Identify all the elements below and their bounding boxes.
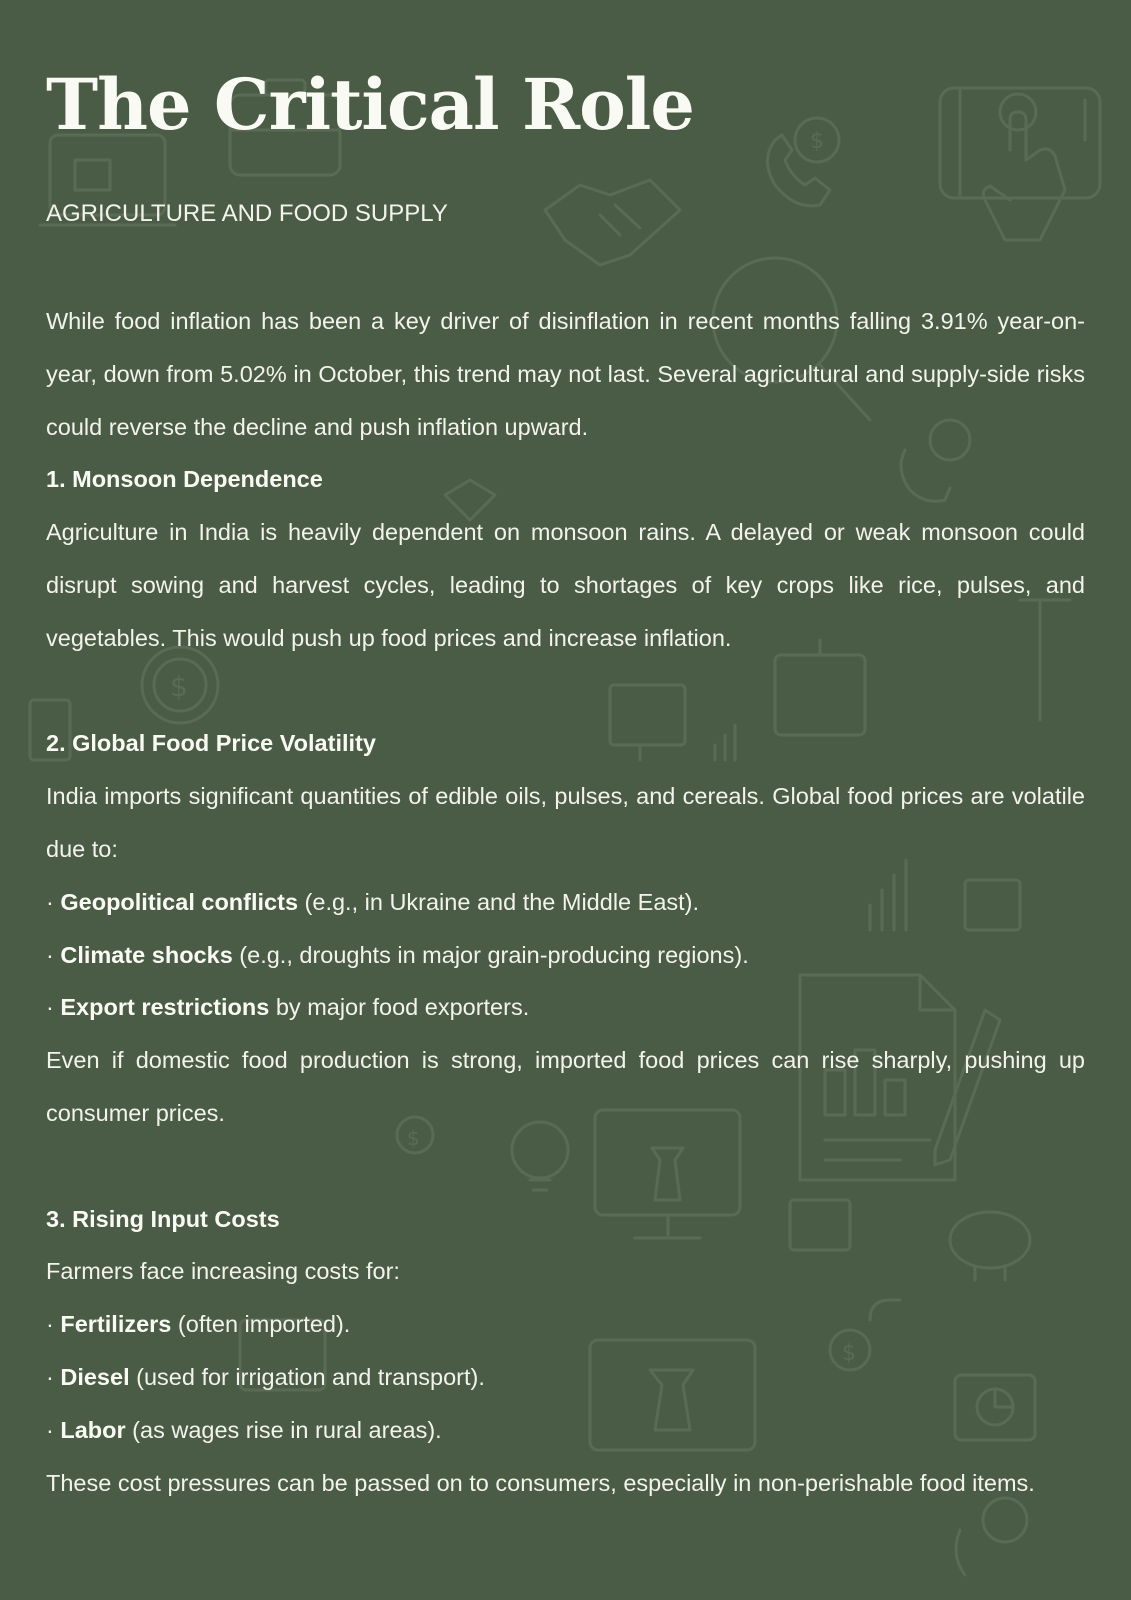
bullet-text: (used for irrigation and transport).	[129, 1363, 485, 1390]
bullet-marker: ·	[46, 941, 61, 968]
bullet-term: Diesel	[60, 1363, 130, 1390]
svg-text:$: $	[407, 1126, 420, 1150]
bullet-marker: ·	[46, 888, 61, 915]
page-title: The Critical Role	[46, 63, 694, 146]
list-item	[46, 929, 1085, 982]
bullet-text: (e.g., in Ukraine and the Middle East).	[298, 888, 700, 915]
spacer	[46, 1140, 1085, 1193]
svg-text:$: $	[810, 129, 824, 154]
list-item	[46, 1298, 1085, 1351]
spacer	[46, 665, 1085, 718]
bullet-text: (often imported).	[171, 1311, 351, 1338]
bullet-text: (e.g., droughts in major grain-producing regions).	[232, 941, 749, 968]
svg-text:$: $	[842, 1341, 856, 1366]
intro-paragraph: While food inflation has been a key driver of disinflation in recent months falling 3.91% year-on-year, down from 5.02% in October, this trend may not last. Several agricultural and supply-side risks could reverse the decline and push inflation upward.	[46, 308, 1085, 440]
phone-dollar-icon	[768, 118, 840, 206]
article-body	[46, 295, 1085, 1509]
section-closing-paragraph: Even if domestic food production is strong, imported food prices can rise sharply, pushing up consumer prices.	[46, 1047, 1085, 1126]
section-heading: 2. Global Food Price Volatility	[46, 730, 376, 757]
svg-text:$: $	[170, 670, 188, 703]
bullet-term: Fertilizers	[60, 1311, 172, 1338]
section-paragraph: Agriculture in India is heavily dependent on monsoon rains. A delayed or weak monsoon could disrupt sowing and harvest cycles, leading to shortages of key crops like rice, pulses, and vegetables. This would push up food prices and increase inflation.	[46, 519, 1085, 651]
section-closing-paragraph: These cost pressures can be passed on to consumers, especially in non-perishable food items.	[46, 1469, 1035, 1496]
bullet-text: by major food exporters.	[269, 994, 530, 1021]
tablet-touch-icon	[940, 88, 1100, 240]
list-item	[46, 981, 1085, 1034]
handshake-icon	[545, 180, 680, 265]
list-item	[46, 876, 1085, 929]
list-item	[46, 1351, 1085, 1404]
bullet-marker: ·	[46, 1311, 61, 1338]
page-subtitle: AGRICULTURE AND FOOD SUPPLY	[46, 200, 448, 227]
bullet-marker: ·	[46, 1416, 61, 1443]
bullet-term: Geopolitical conflicts	[60, 888, 299, 915]
bullet-term: Climate shocks	[60, 941, 233, 968]
section-heading: 1. Monsoon Dependence	[46, 466, 323, 493]
bullet-term: Export restrictions	[60, 994, 270, 1021]
phone-dollar-icon	[956, 1498, 1027, 1575]
list-item	[46, 1404, 1085, 1457]
bullet-text: (as wages rise in rural areas).	[125, 1416, 442, 1443]
section-paragraph: India imports significant quantities of edible oils, pulses, and cereals. Global food prices are volatile due to:	[46, 783, 1085, 862]
section-heading: 3. Rising Input Costs	[46, 1205, 280, 1232]
bullet-marker: ·	[46, 994, 61, 1021]
bullet-term: Labor	[60, 1416, 126, 1443]
bullet-marker: ·	[46, 1363, 61, 1390]
section-paragraph: Farmers face increasing costs for:	[46, 1258, 400, 1285]
